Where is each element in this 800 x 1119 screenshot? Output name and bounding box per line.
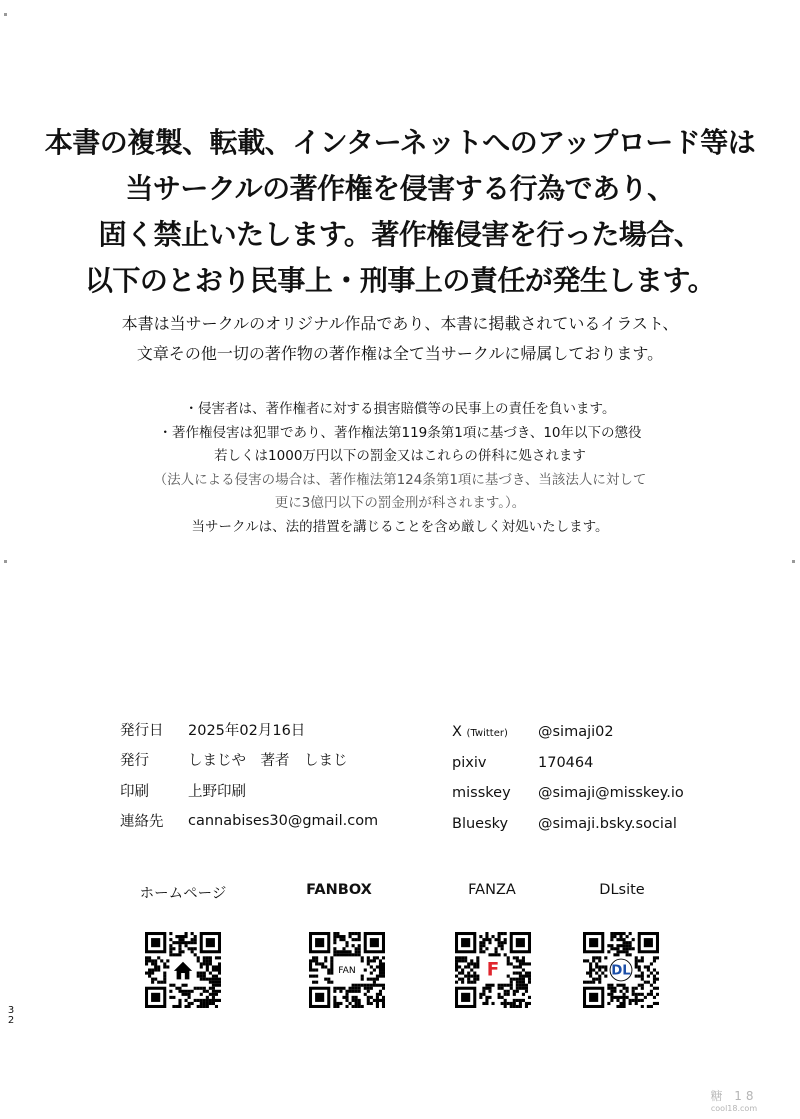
page-number <box>6 1006 16 1026</box>
watermark-url: cool18.com <box>710 1104 758 1113</box>
misskey-label: misskey <box>452 785 511 802</box>
pixiv-id: 170464 <box>538 754 594 771</box>
x-sublabel: (Twitter) <box>466 728 508 740</box>
intro-line: 本書は当サークルのオリジナル作品であり、本書に掲載されているイラスト、 <box>121 314 679 333</box>
contact-email: cannabises30@gmail.com <box>188 812 379 829</box>
misskey-handle: @simaji@misskey.io <box>538 785 684 802</box>
crop-mark <box>4 560 7 563</box>
colophon-row-date <box>120 714 420 745</box>
home-icon <box>171 958 195 982</box>
social-row-bluesky <box>452 809 752 840</box>
pixiv-label: pixiv <box>452 754 487 771</box>
social-row-pixiv <box>452 748 752 779</box>
penalty-list <box>40 398 760 539</box>
x-label: X (Twitter) <box>452 724 508 741</box>
qr-finder-pattern <box>309 987 330 1008</box>
fanza-logo <box>481 958 505 982</box>
intro-line: 文章その他一切の著作物の著作権は全て当サークルに帰属しております。 <box>136 344 664 363</box>
dlsite-qr-code[interactable] <box>583 932 659 1008</box>
bluesky-handle: @simaji.bsky.social <box>538 815 677 832</box>
watermark-line: 糖 18 <box>710 1089 758 1103</box>
crop-mark <box>4 13 7 16</box>
publisher-value: しまじや 著者 しまじ <box>188 753 348 770</box>
copyright-intro <box>40 309 760 369</box>
qr-label-dlsite: DLsite <box>599 882 645 898</box>
copyright-headline <box>40 120 760 304</box>
qr-finder-pattern <box>583 932 604 953</box>
headline-line: 当サークルの著作権を侵害する行為であり、 <box>125 172 675 205</box>
penalty-line: ・侵害者は、著作権者に対する損害賠償等の民事上の責任を負います。 <box>184 401 616 417</box>
penalty-line: 当サークルは、法的措置を講じることを含め厳しく対処いたします。 <box>191 518 609 535</box>
headline-line: 本書の複製、転載、インターネットへのアップロード等は <box>44 126 756 159</box>
x-handle: @simaji02 <box>538 724 614 741</box>
penalty-note: 更に3億円以下の罰金刑が科されます。）。 <box>274 495 526 511</box>
colophon-row-contact <box>120 806 420 837</box>
colophon-row-publisher <box>120 745 420 776</box>
qr-finder-pattern <box>455 987 476 1008</box>
printer-value: 上野印刷 <box>188 783 246 800</box>
qr-finder-pattern <box>145 932 166 953</box>
fanza-logo-text: F <box>486 959 500 981</box>
fanza-qr-code[interactable] <box>455 932 531 1008</box>
fanbox-logo-text: FAN <box>338 965 356 976</box>
qr-label-fanza: FANZA <box>468 882 516 898</box>
qr-finder-pattern <box>364 932 385 953</box>
date-label: 発行日 <box>120 722 164 739</box>
qr-finder-pattern <box>145 987 166 1008</box>
fanbox-qr-code[interactable] <box>309 932 385 1008</box>
headline-line: 固く禁止いたします。著作権侵害を行った場合、 <box>98 218 702 251</box>
penalty-line: ・著作権侵害は犯罪であり、著作権法第119条第1項に基づき、10年以下の懲役 <box>158 424 642 441</box>
dlsite-logo-text: DL <box>611 963 631 979</box>
dlsite-logo <box>609 958 633 982</box>
penalty-line: 若しくは1000万円以下の罰金又はこれらの併科に処されます <box>214 448 586 464</box>
bluesky-label: Bluesky <box>452 815 509 832</box>
page-number-digit: 3 <box>7 1005 15 1016</box>
headline-line: 以下のとおり民事上・刑事上の責任が発生します。 <box>84 264 716 297</box>
fanbox-logo <box>335 958 359 982</box>
qr-finder-pattern <box>309 932 330 953</box>
contact-label: 連絡先 <box>120 814 164 831</box>
qr-finder-pattern <box>638 932 659 953</box>
publisher-label: 発行 <box>120 753 149 770</box>
date-value: 2025年02月16日 <box>188 722 306 739</box>
page-number-digit: 2 <box>7 1015 15 1026</box>
qr-finder-pattern <box>200 932 221 953</box>
printer-label: 印刷 <box>120 783 149 800</box>
qr-finder-pattern <box>455 932 476 953</box>
qr-finder-pattern <box>510 932 531 953</box>
colophon <box>120 714 420 836</box>
site-watermark <box>684 1087 784 1113</box>
qr-label-fanbox: FANBOX <box>306 882 372 898</box>
qr-finder-pattern <box>583 987 604 1008</box>
homepage-qr-code[interactable] <box>145 932 221 1008</box>
crop-mark <box>792 560 795 563</box>
penalty-note: （法人による侵害の場合は、著作権法第124条第1項に基づき、当該法人に対して <box>153 471 647 488</box>
social-row-x <box>452 717 752 748</box>
social-row-misskey <box>452 778 752 809</box>
social-accounts <box>452 717 752 839</box>
qr-label-homepage: ホームページ <box>139 886 227 902</box>
colophon-row-printer <box>120 775 420 806</box>
